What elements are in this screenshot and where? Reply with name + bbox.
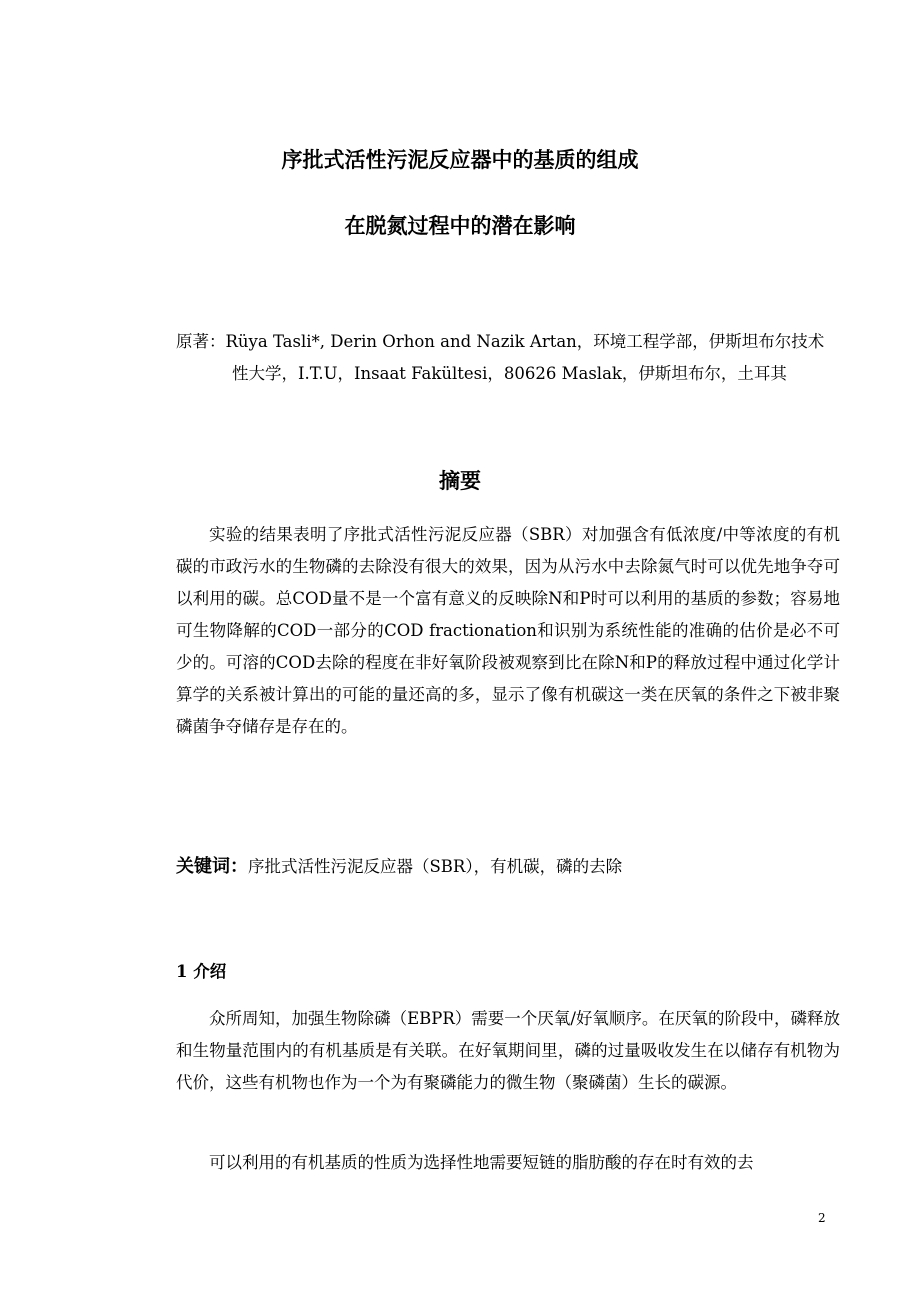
intro-paragraph-2: 可以利用的有机基质的性质为选择性地需要短链的脂肪酸的存在时有效的去 — [209, 1153, 754, 1172]
author-affiliation — [176, 326, 840, 390]
intro-paragraph-1: 众所周知，加强生物除磷（EBPR）需要一个厌氧/好氧顺序。在厌氧的阶段中，磷释放和生物量范围内的有机基质是有关联。在好氧期间里，磷的过量吸收发生在以储存有机物为代价，这些有机物也作为一个为有聚磷能力的微生物（聚磷菌）生长的碳源。 — [176, 1009, 840, 1092]
author-line-2: 性大学，I.T.U，Insaat Fakültesi，80626 Maslak，伊斯坦布尔，土耳其 — [232, 364, 787, 383]
abstract-heading: 摘要 — [439, 469, 481, 493]
keywords-label: 关键词： — [176, 856, 248, 877]
keywords — [176, 852, 840, 882]
title-line-1: 序批式活性污泥反应器中的基质的组成 — [281, 148, 639, 172]
section-heading: 1 介绍 — [176, 962, 227, 981]
page-number: 2 — [818, 1211, 826, 1225]
author-line-1: 原著：Rüya Tasli*, Derin Orhon and Nazik Artan，环境工程学部，伊斯坦布尔技术 — [176, 332, 825, 351]
abstract-body: 实验的结果表明了序批式活性污泥反应器（SBR）对加强含有低浓度/中等浓度的有机碳的市政污水的生物磷的去除没有很大的效果，因为从污水中去除氮气时可以优先地争夺可以利用的碳。总COD量不是一个富有意义的反映除N和P时可以利用的基质的参数；容易地可生物降解的COD一部分的COD fractionation和识别为系统性能的准确的估价是必不可少的。可溶的COD去除的程度在非好氧阶段被观察到比在除N和P的释放过程中通过化学计算学的关系被计算出的可能的量还高的多，显示了像有机碳这一类在厌氧的条件之下被非聚磷菌争夺储存是存在的。 — [176, 525, 840, 736]
title-line-2: 在脱氮过程中的潜在影响 — [344, 214, 576, 238]
keywords-text: 序批式活性污泥反应器（SBR），有机碳，磷的去除 — [248, 857, 623, 876]
